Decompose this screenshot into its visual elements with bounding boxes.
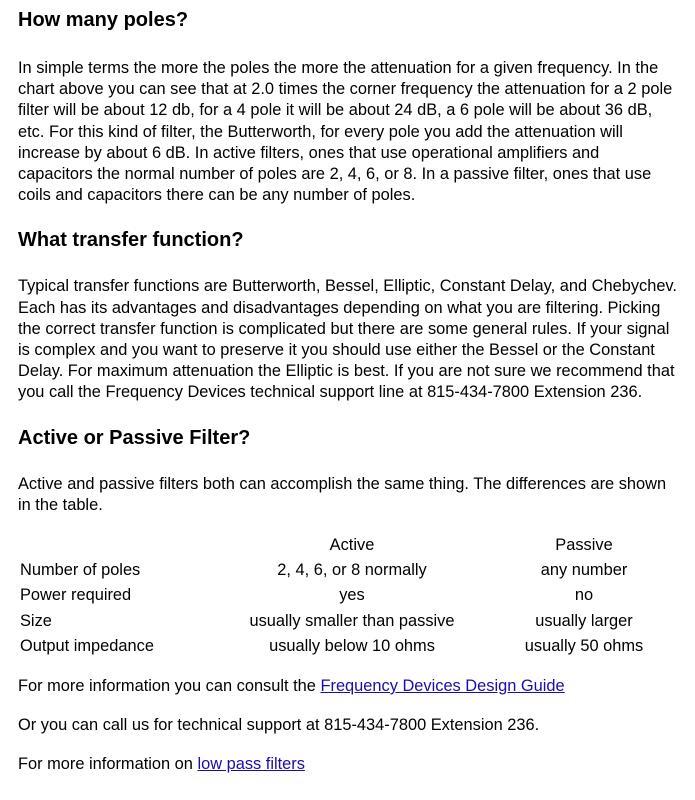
paragraph-poles: In simple terms the more the poles the more the attenuation for a given frequency. In the chart above you can see that at 2.0 times the corner frequency the attenuation for a 2 pole filter will be about 12 db, for a 4 pole it will be about 24 dB, a 6 pole will be about 36 dB, etc. For this kind of filter, the Butterworth, for every pole you add the attenuation will increase by about 6 dB. In active filters, ones that use operational amplifiers and capacitors the normal number of poles are 2, 4, 6, or 8. In a passive filter, ones that use coils and capacitors there can be any number of poles. [18, 59, 673, 205]
table-row [20, 634, 668, 659]
table-cell: Output impedance [20, 636, 154, 655]
table-cell: Size [20, 611, 52, 630]
low-pass-paragraph [18, 754, 677, 775]
low-pass-text: For more information on [18, 755, 198, 774]
table-cell: 2, 4, 6, or 8 normally [277, 561, 427, 580]
table-cell: usually below 10 ohms [269, 636, 435, 655]
table-cell: no [574, 586, 594, 605]
table-row [20, 609, 668, 634]
paragraph-active-passive: Active and passive filters both can accomplish the same thing. The differences are shown in the table. [18, 474, 667, 514]
low-pass-filters-link[interactable]: low pass filters [197, 755, 305, 774]
paragraph-transfer-function: Typical transfer functions are Butterworth, Bessel, Elliptic, Constant Delay, and Chebychev. Each has its advantages and disadvantages depending on what you are filtering. Picking the correct transfer function is complicated but there are some general rules. If your signal is complex and you want to preserve it you should use either the Bessel or the Constant Delay. For maximum attenuation the Elliptic is best. If you are not sure we recommend that you call the Frequency Devices technical support line at 815-434-7800 Extension 236. [18, 277, 677, 402]
heading-how-many-poles: How many poles? [18, 9, 189, 31]
table-cell: any number [540, 561, 628, 580]
table-header-passive: Passive [555, 536, 613, 555]
table-cell: usually 50 ohms [524, 636, 644, 655]
support-line-paragraph: Or you can call us for technical support at 815-434-7800 Extension 236. [18, 716, 540, 735]
table-row [20, 558, 668, 583]
table-header-cell [20, 533, 204, 558]
table-row [20, 583, 668, 608]
more-info-paragraph [18, 676, 677, 697]
design-guide-link[interactable]: Frequency Devices Design Guide [320, 677, 565, 696]
table-cell: usually smaller than passive [249, 611, 455, 630]
heading-active-or-passive: Active or Passive Filter? [18, 426, 251, 449]
comparison-table [20, 533, 668, 659]
more-info-text: For more information you can consult the [18, 677, 321, 696]
heading-transfer-function: What transfer function? [18, 229, 244, 252]
table-cell: Number of poles [20, 561, 141, 580]
table-header-row [20, 533, 668, 558]
table-cell: yes [339, 586, 365, 605]
table-cell: Power required [20, 586, 132, 605]
table-cell: usually larger [535, 611, 633, 630]
table-header-active: Active [329, 536, 375, 555]
